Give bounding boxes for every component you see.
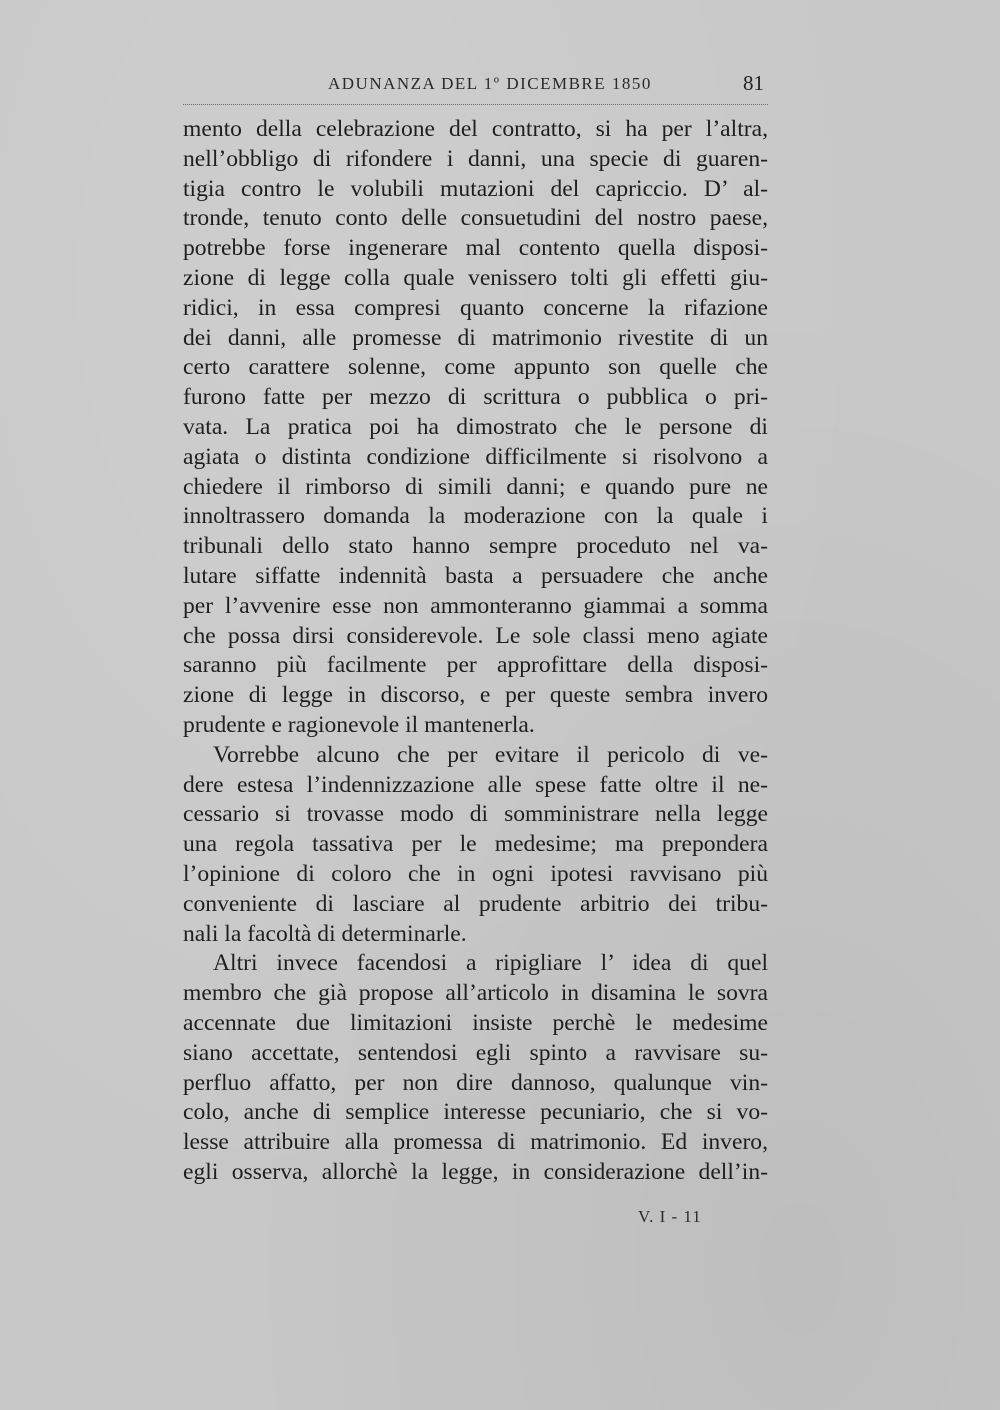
signature-mark: V. I - 11	[638, 1207, 702, 1226]
text-line: vata. La pratica poi ha dimostrato che le persone di	[183, 413, 768, 440]
text-line: potrebbe forse ingenerare mal contento quella disposi-	[183, 235, 768, 262]
paragraph-start-line: Vorrebbe alcuno che per evitare il pericolo di ve-	[213, 741, 768, 768]
paragraph-start-line: Altri invece facendosi a ripigliare l’ idea di quel	[213, 950, 768, 977]
page-number: 81	[743, 71, 764, 95]
page-header	[183, 68, 768, 105]
text-line: l’opinione di coloro che in ogni ipotesi ravvisano più	[183, 860, 768, 887]
running-head: ADUNANZA DEL 1º DICEMBRE 1850	[328, 74, 652, 93]
text-line: innoltrassero domanda la moderazione con la quale i	[183, 503, 768, 530]
text-line: cessario si trovasse modo di somministrare nella legge	[183, 801, 768, 828]
paragraph-end-line: nali la facoltà di determinarle.	[183, 920, 467, 947]
text-line: tribunali dello stato hanno sempre proceduto nel va-	[183, 533, 768, 560]
text-line: una regola tassativa per le medesime; ma prepondera	[183, 831, 768, 858]
text-line: lutare siffatte indennità basta a persuadere che anche	[183, 562, 768, 589]
text-line: che possa dirsi considerevole. Le sole classi meno agiate	[183, 622, 768, 649]
text-line: zione di legge in discorso, e per queste sembra invero	[183, 682, 768, 709]
body-text	[183, 115, 768, 1188]
text-line: dei danni, alle promesse di matrimonio rivestite di un	[183, 324, 768, 351]
text-line: certo carattere solenne, come appunto son quelle che	[183, 354, 768, 381]
text-line: nell’obbligo di rifondere i danni, una specie di guaren-	[183, 145, 768, 172]
text-line: perfluo affatto, per non dire dannoso, qualunque vin-	[183, 1069, 768, 1096]
text-line: siano accettate, sentendosi egli spinto a ravvisare su-	[183, 1039, 768, 1066]
text-line: tronde, tenuto conto delle consuetudini del nostro paese,	[183, 205, 768, 232]
text-line: ridici, in essa compresi quanto concerne la rifazione	[183, 294, 768, 321]
text-line: egli osserva, allorchè la legge, in considerazione dell’in-	[183, 1158, 768, 1185]
text-line: saranno più facilmente per approfittare della disposi-	[183, 652, 768, 679]
text-line: furono fatte per mezzo di scrittura o pubblica o pri-	[183, 384, 768, 411]
text-line: membro che già propose all’articolo in disamina le sovra	[183, 980, 768, 1007]
text-line: per l’avvenire esse non ammonteranno giammai a somma	[183, 592, 768, 619]
text-line: lesse attribuire alla promessa di matrimonio. Ed invero,	[183, 1129, 768, 1156]
text-line: chiedere il rimborso di simili danni; e quando pure ne	[183, 473, 768, 500]
text-line: colo, anche di semplice interesse pecuniario, che si vo-	[183, 1099, 768, 1126]
text-line: mento della celebrazione del contratto, si ha per l’altra,	[183, 116, 768, 142]
text-line: zione di legge colla quale venissero tolti gli effetti giu-	[183, 264, 768, 291]
text-line: tigia contro le volubili mutazioni del capriccio. D’ al-	[183, 175, 768, 202]
text-line: accennate due limitazioni insiste perchè le medesime	[183, 1009, 768, 1036]
paragraph-end-line: prudente e ragionevole il mantenerla.	[183, 711, 535, 738]
text-line: conveniente di lasciare al prudente arbitrio dei tribu-	[183, 890, 768, 917]
text-line: dere estesa l’indennizzazione alle spese fatte oltre il ne-	[183, 771, 768, 798]
text-line: agiata o distinta condizione difficilmente si risolvono a	[183, 443, 768, 470]
